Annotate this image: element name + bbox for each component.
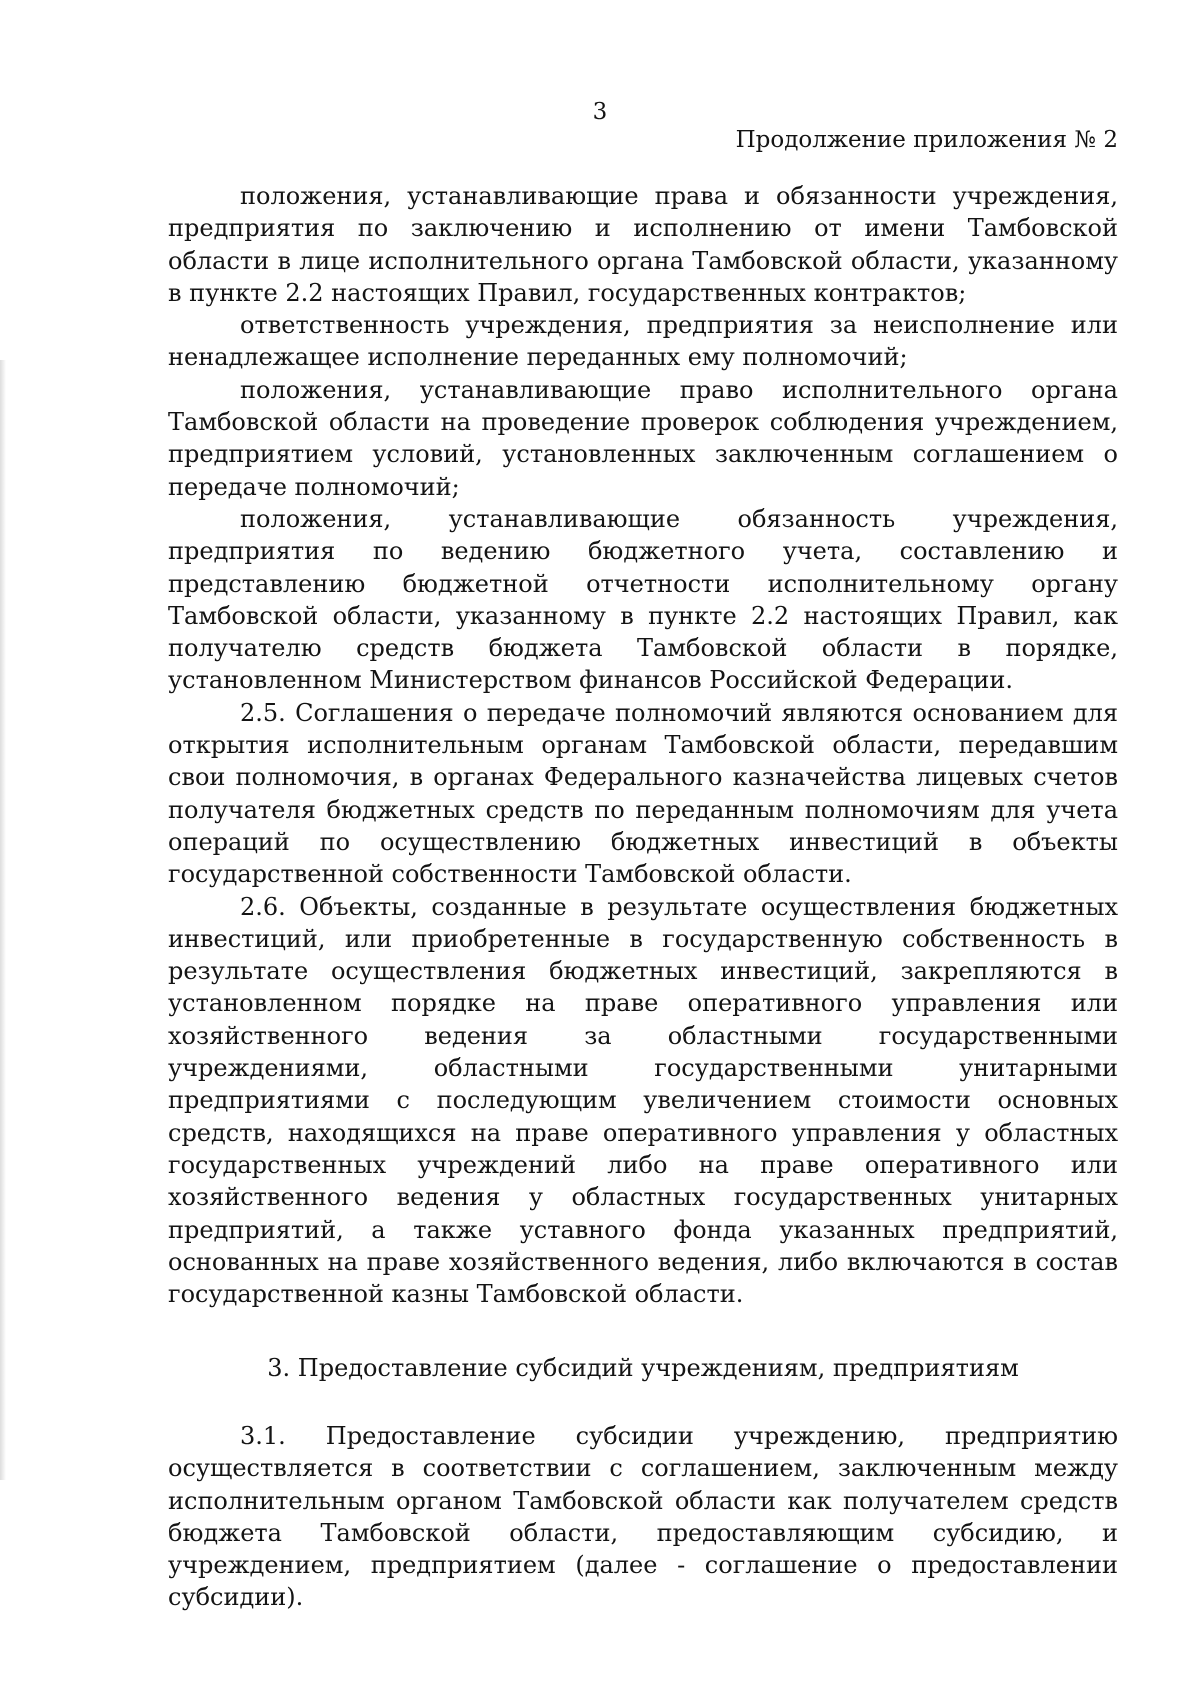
paragraph-2-5: 2.5. Соглашения о передаче полномочий являются основанием для открытия исполнительным органам Тамбовской области, передавшим свои полномочия, в органах Федерального казначейства лицевых счетов получателя бюджетных средств по переданным полномочиям для учета операций по осуществлению бюджетных инвестиций в объекты государственной собственности Тамбовской области. bbox=[168, 698, 1118, 889]
paragraph-2-6: 2.6. Объекты, созданные в результате осуществления бюджетных инвестиций, или приобретенные в государственную собственность в результате осуществления бюджетных инвестиций, закрепляются в установленном порядке на праве оперативного управления или хозяйственного ведения за областными государственными учреждениями, областными государственными унитарными предприятиями с последующим увеличением стоимости основных средств, находящихся на праве оперативного управления у областных государственных учреждений либо на праве оперативного или хозяйственного ведения у областных государственных унитарных предприятий, а также уставного фонда указанных предприятий, основанных на праве хозяйственного ведения, либо включаются в состав государственной казны Тамбовской области. bbox=[168, 892, 1118, 1309]
paragraph-inspection-right: положения, устанавливающие право исполнительного органа Тамбовской области на проведение проверок соблюдения учреждением, предприятием условий, установленных заключенным соглашением о передаче полномочий; bbox=[168, 375, 1118, 501]
paragraph-responsibility: ответственность учреждения, предприятия за неисполнение или ненадлежащее исполнение переданных ему полномочий; bbox=[168, 311, 1118, 372]
section-3-body bbox=[168, 1420, 1118, 1614]
appendix-continuation-note: Продолжение приложения № 2 bbox=[735, 127, 1118, 153]
document-body bbox=[168, 180, 1118, 1310]
scan-edge-shadow bbox=[0, 360, 6, 1480]
paragraph-budget-accounting: положения, устанавливающие обязанность учреждения, предприятия по ведению бюджетного учета, составлению и представлению бюджетной отчетности исполнительному органу Тамбовской области, указанному в пункте 2.2 настоящих Правил, как получателю средств бюджета Тамбовской области в порядке, установленном Министерством финансов Российской Федерации. bbox=[168, 504, 1118, 695]
paragraph-3-1: 3.1. Предоставление субсидии учреждению, предприятию осуществляется в соответствии с соглашением, заключенным между исполнительным органом Тамбовской области как получателем средств бюджета Тамбовской области, предоставляющим субсидию, и учреждением, предприятием (далее - соглашение о предоставлении субсидии). bbox=[168, 1422, 1118, 1612]
page-number: 3 bbox=[592, 99, 608, 125]
section-3-heading: 3. Предоставление субсидий учреждениям, предприятиям bbox=[267, 1354, 1019, 1382]
paragraph-rights-obligations: положения, устанавливающие права и обязанности учреждения, предприятия по заключению и исполнению от имени Тамбовской области в лице исполнительного органа Тамбовской области, указанному в пункте 2.2 настоящих Правил, государственных контрактов; bbox=[168, 182, 1118, 307]
